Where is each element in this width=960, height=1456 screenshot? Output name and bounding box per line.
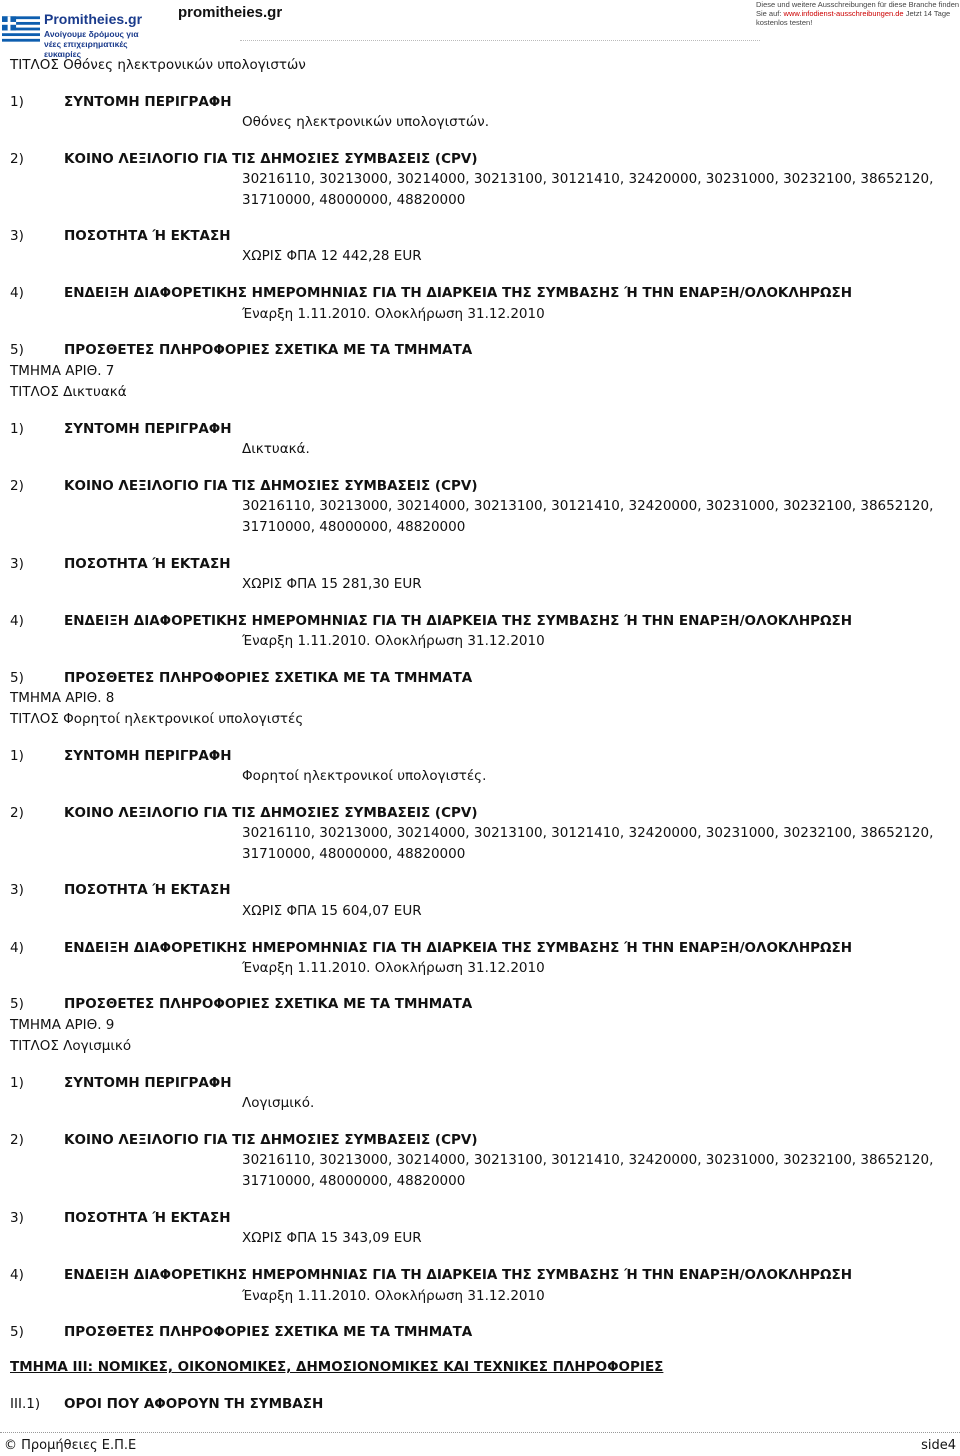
promitheies-logo[interactable] <box>2 5 152 59</box>
heading-text: ΠΟΣΟΤΗΤΑ Ή ΕΚΤΑΣΗ <box>64 556 231 572</box>
ad-text: Diese und weitere Ausschreibungen für diese Branche finden Sie auf: <box>756 0 960 18</box>
heading-text: ΕΝΔΕΙΞΗ ΔΙΑΦΟΡΕΤΙΚΗΣ ΗΜΕΡΟΜΗΝΙΑΣ ΓΙΑ ΤΗ ΔΙΑΡΚΕΙΑ ΤΗΣ ΣΥΜΒΑΣΗΣ Ή ΤΗΝ ΕΝΑΡΞΗ/ΟΛΟΚΛΗΡΩΣΗ <box>64 940 853 956</box>
heading-text: ΟΡΟΙ ΠΟΥ ΑΦΟΡΟΥΝ ΤΗ ΣΥΜΒΑΣΗ <box>64 1396 324 1412</box>
value-text: 31710000, 48000000, 48820000 <box>242 519 466 535</box>
heading-number: 4) <box>10 613 24 629</box>
ad-suffix: Jetzt 14 Tage kostenlos testen! <box>756 9 951 27</box>
heading-text: ΕΝΔΕΙΞΗ ΔΙΑΦΟΡΕΤΙΚΗΣ ΗΜΕΡΟΜΗΝΙΑΣ ΓΙΑ ΤΗ ΔΙΑΡΚΕΙΑ ΤΗΣ ΣΥΜΒΑΣΗΣ Ή ΤΗΝ ΕΝΑΡΞΗ/ΟΛΟΚΛΗΡΩΣΗ <box>64 285 853 301</box>
plain-text: ΤΙΤΛΟΣ Λογισμικό <box>10 1038 132 1054</box>
value-text: Έναρξη 1.11.2010. Ολοκλήρωση 31.12.2010 <box>242 960 545 976</box>
heading-text: ΠΟΣΟΤΗΤΑ Ή ΕΚΤΑΣΗ <box>64 228 231 244</box>
heading-number: 5) <box>10 996 24 1012</box>
plain-text: ΤΜΗΜΑ ΑΡΙΘ. 8 <box>10 690 115 706</box>
heading-number: 2) <box>10 805 24 821</box>
logo-name: Promitheies.gr <box>44 11 143 27</box>
header-divider <box>240 40 760 41</box>
heading-number: 3) <box>10 228 24 244</box>
heading-number: 1) <box>10 748 24 764</box>
value-text: Οθόνες ηλεκτρονικών υπολογιστών. <box>242 114 489 130</box>
logo-tagline: Ανοίγουμε δρόμους για νέες επιχειρηματικές ευκαιρίες <box>44 29 139 59</box>
value-text: 30216110, 30213000, 30214000, 30213100, 30121410, 32420000, 30231000, 30232100, 38652120, <box>242 498 934 514</box>
heading-text: ΠΡΟΣΘΕΤΕΣ ΠΛΗΡΟΦΟΡΙΕΣ ΣΧΕΤΙΚΑ ΜΕ ΤΑ ΤΜΗΜΑΤΑ <box>64 996 473 1012</box>
heading-number: 3) <box>10 1210 24 1226</box>
heading-text: ΠΡΟΣΘΕΤΕΣ ΠΛΗΡΟΦΟΡΙΕΣ ΣΧΕΤΙΚΑ ΜΕ ΤΑ ΤΜΗΜΑΤΑ <box>64 1324 473 1340</box>
value-text: Έναρξη 1.11.2010. Ολοκλήρωση 31.12.2010 <box>242 1288 545 1304</box>
heading-number: 2) <box>10 151 24 167</box>
heading-number: 1) <box>10 421 24 437</box>
heading-number: 3) <box>10 882 24 898</box>
heading-number: 1) <box>10 1075 24 1091</box>
footer-page-number: side4 <box>921 1438 956 1453</box>
value-text: ΧΩΡΙΣ ΦΠΑ 15 604,07 EUR <box>242 903 422 919</box>
value-text: 31710000, 48000000, 48820000 <box>242 846 466 862</box>
heading-number: 4) <box>10 285 24 301</box>
value-text: Φορητοί ηλεκτρονικοί υπολογιστές. <box>242 768 487 784</box>
plain-text: ΤΜΗΜΑ ΑΡΙΘ. 9 <box>10 1017 115 1033</box>
heading-number: 5) <box>10 670 24 686</box>
site-name[interactable]: promitheies.gr <box>178 4 283 21</box>
plain-text: ΤΙΤΛΟΣ Οθόνες ηλεκτρονικών υπολογιστών <box>10 57 306 73</box>
value-text: Δικτυακά. <box>242 441 310 457</box>
value-text: 30216110, 30213000, 30214000, 30213100, 30121410, 32420000, 30231000, 30232100, 38652120, <box>242 1152 934 1168</box>
heading-text: ΚΟΙΝΟ ΛΕΞΙΛΟΓΙΟ ΓΙΑ ΤΙΣ ΔΗΜΟΣΙΕΣ ΣΥΜΒΑΣΕΙΣ (CPV) <box>64 151 478 167</box>
heading-number: 4) <box>10 1267 24 1283</box>
heading-number: III.1) <box>10 1396 41 1412</box>
heading-number: 2) <box>10 1132 24 1148</box>
greek-flag-icon <box>2 9 40 49</box>
heading-number: 2) <box>10 478 24 494</box>
heading-text: ΣΥΝΤΟΜΗ ΠΕΡΙΓΡΑΦΗ <box>64 94 232 110</box>
heading-text: ΠΟΣΟΤΗΤΑ Ή ΕΚΤΑΣΗ <box>64 882 231 898</box>
value-text: 30216110, 30213000, 30214000, 30213100, 30121410, 32420000, 30231000, 30232100, 38652120, <box>242 825 934 841</box>
heading-text: ΣΥΝΤΟΜΗ ΠΕΡΙΓΡΑΦΗ <box>64 421 232 437</box>
heading-text: ΚΟΙΝΟ ΛΕΞΙΛΟΓΙΟ ΓΙΑ ΤΙΣ ΔΗΜΟΣΙΕΣ ΣΥΜΒΑΣΕΙΣ (CPV) <box>64 1132 478 1148</box>
value-text: ΧΩΡΙΣ ΦΠΑ 12 442,28 EUR <box>242 248 422 264</box>
heading-text: ΣΥΝΤΟΜΗ ΠΕΡΙΓΡΑΦΗ <box>64 748 232 764</box>
plain-text: ΤΜΗΜΑ ΑΡΙΘ. 7 <box>10 363 115 379</box>
heading-text: ΣΥΝΤΟΜΗ ΠΕΡΙΓΡΑΦΗ <box>64 1075 232 1091</box>
plain-text: ΤΙΤΛΟΣ Δικτυακά <box>10 384 127 400</box>
value-text: 30216110, 30213000, 30214000, 30213100, 30121410, 32420000, 30231000, 30232100, 38652120, <box>242 171 934 187</box>
plain-text: ΤΙΤΛΟΣ Φορητοί ηλεκτρονικοί υπολογιστές <box>10 711 304 727</box>
ad-banner <box>756 0 960 27</box>
heading-number: 5) <box>10 342 24 358</box>
section-title-text: ΤΜΗΜΑ ΙΙΙ: ΝΟΜΙΚΕΣ, ΟΙΚΟΝΟΜΙΚΕΣ, ΔΗΜΟΣΙΟΝΟΜΙΚΕΣ ΚΑΙ ΤΕΧΝΙΚΕΣ ΠΛΗΡΟΦΟΡΙΕΣ <box>10 1359 664 1375</box>
heading-text: ΚΟΙΝΟ ΛΕΞΙΛΟΓΙΟ ΓΙΑ ΤΙΣ ΔΗΜΟΣΙΕΣ ΣΥΜΒΑΣΕΙΣ (CPV) <box>64 478 478 494</box>
heading-text: ΕΝΔΕΙΞΗ ΔΙΑΦΟΡΕΤΙΚΗΣ ΗΜΕΡΟΜΗΝΙΑΣ ΓΙΑ ΤΗ ΔΙΑΡΚΕΙΑ ΤΗΣ ΣΥΜΒΑΣΗΣ Ή ΤΗΝ ΕΝΑΡΞΗ/ΟΛΟΚΛΗΡΩΣΗ <box>64 613 853 629</box>
value-text: 31710000, 48000000, 48820000 <box>242 1173 466 1189</box>
heading-number: 1) <box>10 94 24 110</box>
value-text: Λογισμικό. <box>242 1095 315 1111</box>
ad-link[interactable]: www.infodienst-ausschreibungen.de <box>783 9 904 18</box>
heading-text: ΕΝΔΕΙΞΗ ΔΙΑΦΟΡΕΤΙΚΗΣ ΗΜΕΡΟΜΗΝΙΑΣ ΓΙΑ ΤΗ ΔΙΑΡΚΕΙΑ ΤΗΣ ΣΥΜΒΑΣΗΣ Ή ΤΗΝ ΕΝΑΡΞΗ/ΟΛΟΚΛΗΡΩΣΗ <box>64 1267 853 1283</box>
value-text: ΧΩΡΙΣ ΦΠΑ 15 281,30 EUR <box>242 576 422 592</box>
heading-number: 4) <box>10 940 24 956</box>
value-text: ΧΩΡΙΣ ΦΠΑ 15 343,09 EUR <box>242 1230 422 1246</box>
heading-text: ΠΟΣΟΤΗΤΑ Ή ΕΚΤΑΣΗ <box>64 1210 231 1226</box>
value-text: Έναρξη 1.11.2010. Ολοκλήρωση 31.12.2010 <box>242 633 545 649</box>
value-text: Έναρξη 1.11.2010. Ολοκλήρωση 31.12.2010 <box>242 306 545 322</box>
footer-copyright: © Προμήθειες Ε.Π.Ε <box>4 1438 137 1453</box>
heading-number: 3) <box>10 556 24 572</box>
heading-text: ΠΡΟΣΘΕΤΕΣ ΠΛΗΡΟΦΟΡΙΕΣ ΣΧΕΤΙΚΑ ΜΕ ΤΑ ΤΜΗΜΑΤΑ <box>64 342 473 358</box>
page-footer <box>0 1432 960 1456</box>
heading-number: 5) <box>10 1324 24 1340</box>
value-text: 31710000, 48000000, 48820000 <box>242 192 466 208</box>
page-header <box>0 0 960 59</box>
heading-text: ΚΟΙΝΟ ΛΕΞΙΛΟΓΙΟ ΓΙΑ ΤΙΣ ΔΗΜΟΣΙΕΣ ΣΥΜΒΑΣΕΙΣ (CPV) <box>64 805 478 821</box>
heading-text: ΠΡΟΣΘΕΤΕΣ ΠΛΗΡΟΦΟΡΙΕΣ ΣΧΕΤΙΚΑ ΜΕ ΤΑ ΤΜΗΜΑΤΑ <box>64 670 473 686</box>
